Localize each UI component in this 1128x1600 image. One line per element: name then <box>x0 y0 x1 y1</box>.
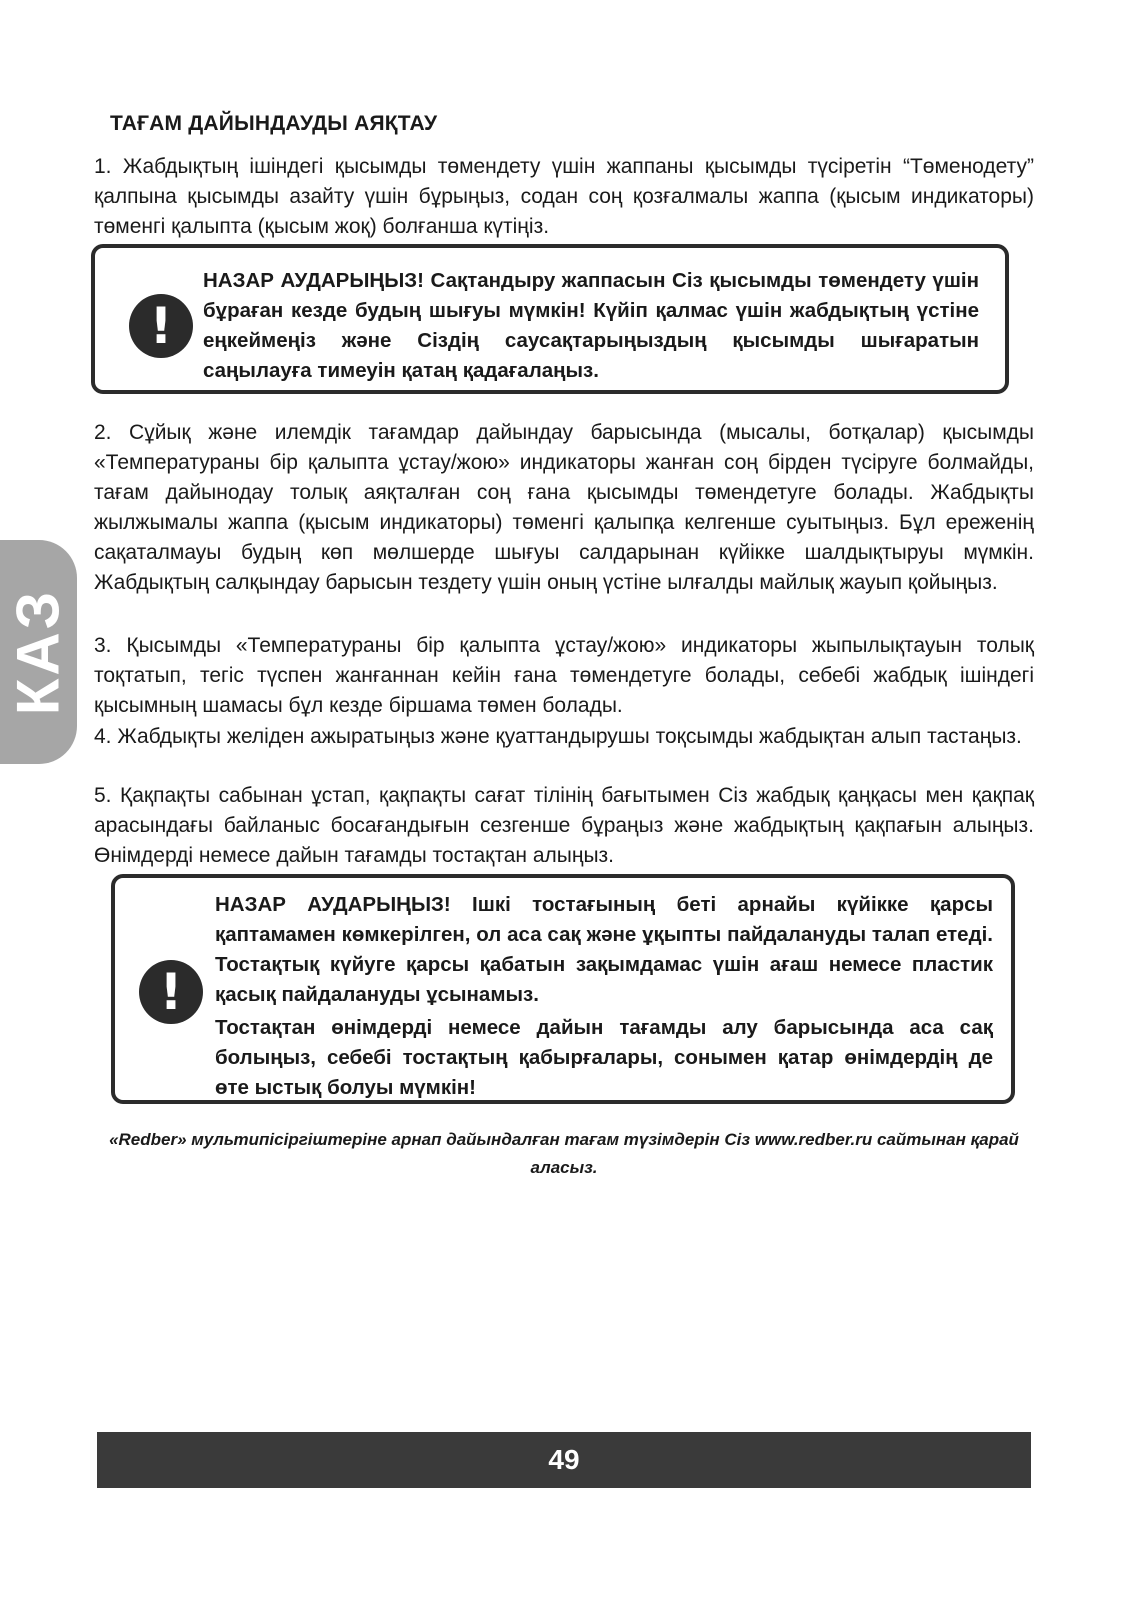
exclamation-icon: ! <box>139 960 203 1024</box>
page-number-bar <box>97 1432 1031 1488</box>
page-number: 49 <box>548 1444 580 1475</box>
section-heading: ТАҒАМ ДАЙЫНДАУДЫ АЯҚТАУ <box>110 112 438 135</box>
warning-box-bowl <box>111 874 1015 1104</box>
warning-box-steam <box>91 244 1009 394</box>
recipes-footnote: «Redber» мультипісіргіштеріне арнап дайындалған тағам түзімдерін Сіз www.redber.ru сайтынан қарай аласыз. <box>109 1130 1019 1177</box>
paragraph-step-3: 3. Қысымды «Температураны бір қалыпта ұстау/жою» индикаторы жыпылықтауын толық тоқтатып, тегіс түспен жанғаннан кейін ғана төмендетуге болады, себебі жабдық ішіндегі қысымның шамасы бұл кезде біршама төмен болады. <box>94 634 1034 717</box>
language-tab <box>0 540 77 764</box>
language-tab-label: КАЗ <box>4 588 72 716</box>
warning-text-steam: НАЗАР АУДАРЫҢЫЗ! Сақтандыру жаппасын Сіз қысымды төмендету үшін бұраған кезде будың шығуы мүмкін! Күйіп қалмас үшін жабдықтың үстіне еңкеймеңіз және Сіздің саусақтарыңыздың қысымды шығаратын саңылауға тимеуін қатаң қадағалаңыз. <box>203 269 979 382</box>
paragraph-step-1: 1. Жабдықтың ішіндегі қысымды төмендету үшін жаппаны қысымды түсіретін “Төменодету” қалпына қысымды азайту үшін бұрыңыз, содан соң қозғалмалы жаппа (қысым индикаторы) төменгі қалыпта (қысым жоқ) болғанша күтіңіз. <box>94 155 1034 238</box>
exclamation-icon: ! <box>129 294 193 358</box>
warning-text-hot: Тостақтан өнімдерді немесе дайын тағамды алу барысында аса сақ болыңыз, себебі тостақтың қабырғалары, сонымен қатар өнімдердің де өте ыстық болуы мүмкін! <box>215 1016 993 1099</box>
warning-text-coating: НАЗАР АУДАРЫҢЫЗ! Ішкі тостағының беті арнайы күйікке қарсы қаптамамен көмкерілген, ол аса сақ және ұқыпты пайдалануды талап етеді. Тостақтық күйуге қарсы қабатын зақымдамас үшін ағаш немесе пластик қасық пайдалануды ұсынамыз. <box>215 893 993 1006</box>
paragraph-step-4: 4. Жабдықты желіден ажыратыңыз және қуаттандырушы тоқсымды жабдықтан алып тастаңыз. <box>94 725 1022 748</box>
paragraph-step-2: 2. Сұйық және илемдік тағамдар дайындау барысында (мысалы, ботқалар) қысымды «Температураны бір қалыпта ұстау/жою» индикаторы жанған соң бірден түсіруге болмайды, тағам дайынодау толық аяқталған соң ғана қысымды төмендетуге болады. Жабдықты жылжымалы жаппа (қысым индикаторы) төменгі қалыпқа келгенше суытыңыз. Бұл ереженің сақаталмауы будың көп мөлшерде шығуы салдарынан күйікке шалдықтыруы мүмкін. Жабдықтың салқындау барысын тездету үшін оның үстіне ылғалды майлық жауып қойыңыз. <box>94 421 1034 594</box>
paragraph-step-5: 5. Қақпақты сабынан ұстап, қақпақты сағат тілінің бағытымен Сіз жабдық қаңқасы мен қақпақ арасындағы байланыс босағандығын сезгенше бұраңыз және жабдықтың қақпағын алыңыз. Өнімдерді немесе дайын тағамды тостақтан алыңыз. <box>94 784 1034 867</box>
